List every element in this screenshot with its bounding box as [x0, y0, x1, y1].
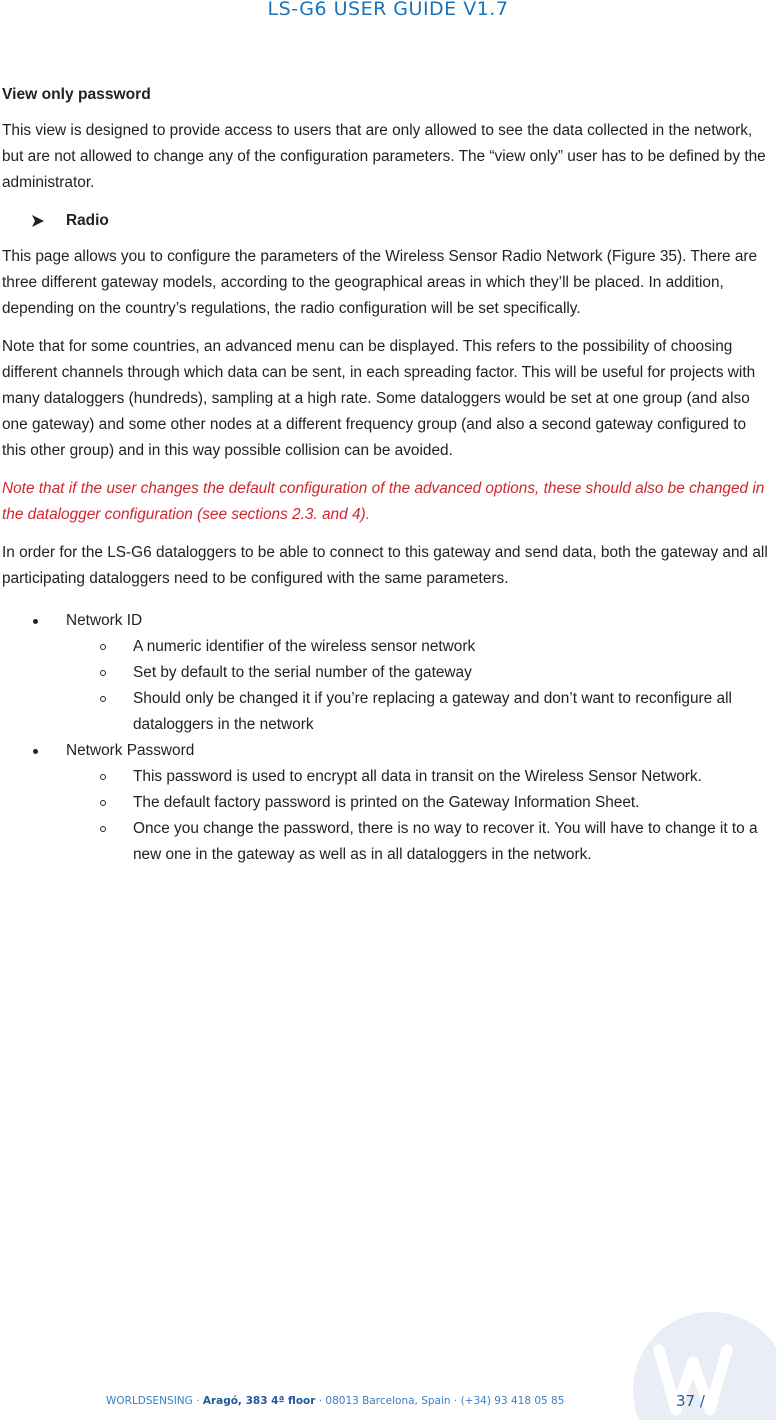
- bullet-dot-icon: [33, 619, 38, 624]
- circle-bullet-icon: [100, 774, 106, 780]
- sub-list-network-id: [66, 634, 774, 738]
- sub-list-item-text: A numeric identifier of the wireless sensor network: [133, 638, 476, 655]
- sub-list-item: [66, 660, 774, 686]
- sub-list-item: [66, 634, 774, 660]
- sub-list-item-text: Set by default to the serial number of the gateway: [133, 664, 472, 681]
- circle-bullet-icon: [100, 696, 106, 702]
- sub-list-item-text: Once you change the password, there is no way to recover it. You will have to change it to a new one in the gateway as well as in all dataloggers in the network.: [133, 820, 758, 863]
- paragraph-warning-note: Note that if the user changes the default configuration of the advanced options, these should also be changed in the datalogger configuration (see sections 2.3. and 4).: [2, 480, 765, 523]
- section-title: View only password: [2, 86, 151, 103]
- list-item-label: Network ID: [66, 612, 143, 629]
- sub-list-item-text: Should only be changed it if you’re replacing a gateway and don’t want to reconfigure all dataloggers in the network: [133, 690, 732, 733]
- footer-company: WORLDSENSING: [106, 1395, 193, 1407]
- footer-address: [106, 1395, 564, 1407]
- parameter-list: [2, 608, 774, 868]
- paragraph-radio-intro: This page allows you to configure the parameters of the Wireless Sensor Radio Network (Figure 35). There are three different gateway models, according to the geographical areas in which they’ll be placed. In addition, depending on the country’s regulations, the radio configuration will be set specifically.: [2, 248, 758, 317]
- radio-subheading: [30, 208, 774, 234]
- circle-bullet-icon: [100, 644, 106, 650]
- sub-list-item-text: The default factory password is printed on the Gateway Information Sheet.: [133, 794, 640, 811]
- circle-bullet-icon: [100, 670, 106, 676]
- paragraph-advanced-menu: Note that for some countries, an advanced menu can be displayed. This refers to the possibility of choosing different channels through which data can be sent, in each spreading factor. This will be useful for projects with many dataloggers (hundreds), sampling at a high rate. Some dataloggers would be set at one group (and also one gateway) and some other nodes at a different frequency group (and also a second gateway configured to this other group) and in this way possible collision can be avoided.: [2, 338, 756, 459]
- circle-bullet-icon: [100, 826, 106, 832]
- list-item-network-password: [2, 738, 774, 868]
- sub-list-item: [66, 686, 774, 738]
- sub-list-item-text: This password is used to encrypt all data in transit on the Wireless Sensor Network.: [133, 768, 702, 785]
- page-content: [2, 82, 774, 868]
- paragraph-requirement: In order for the LS-G6 dataloggers to be able to connect to this gateway and send data, both the gateway and all participating dataloggers need to be configured with the same parameters.: [2, 544, 768, 587]
- footer-separator: ·: [192, 1395, 203, 1407]
- radio-subheading-label: Radio: [66, 212, 109, 229]
- list-item-network-id: [2, 608, 774, 738]
- arrowhead-bullet-icon: [30, 213, 46, 229]
- page-header-title: LS-G6 USER GUIDE V1.7: [267, 0, 509, 20]
- list-item-label: Network Password: [66, 742, 195, 759]
- circle-bullet-icon: [100, 800, 106, 806]
- sub-list-item: [66, 816, 774, 868]
- footer-city-phone: · 08013 Barcelona, Spain · (+34) 93 418 05 85: [315, 1395, 565, 1407]
- paragraph-view-only: This view is designed to provide access to users that are only allowed to see the data collected in the network, but are not allowed to change any of the configuration parameters. The “view only” user has to be defined by the administrator.: [2, 122, 766, 191]
- sub-list-item: [66, 764, 774, 790]
- footer-street: Aragó, 383 4ª floor: [202, 1395, 316, 1407]
- sub-list-network-password: [66, 764, 774, 868]
- sub-list-item: [66, 790, 774, 816]
- bullet-dot-icon: [33, 749, 38, 754]
- page-number: 37 /: [676, 1392, 705, 1410]
